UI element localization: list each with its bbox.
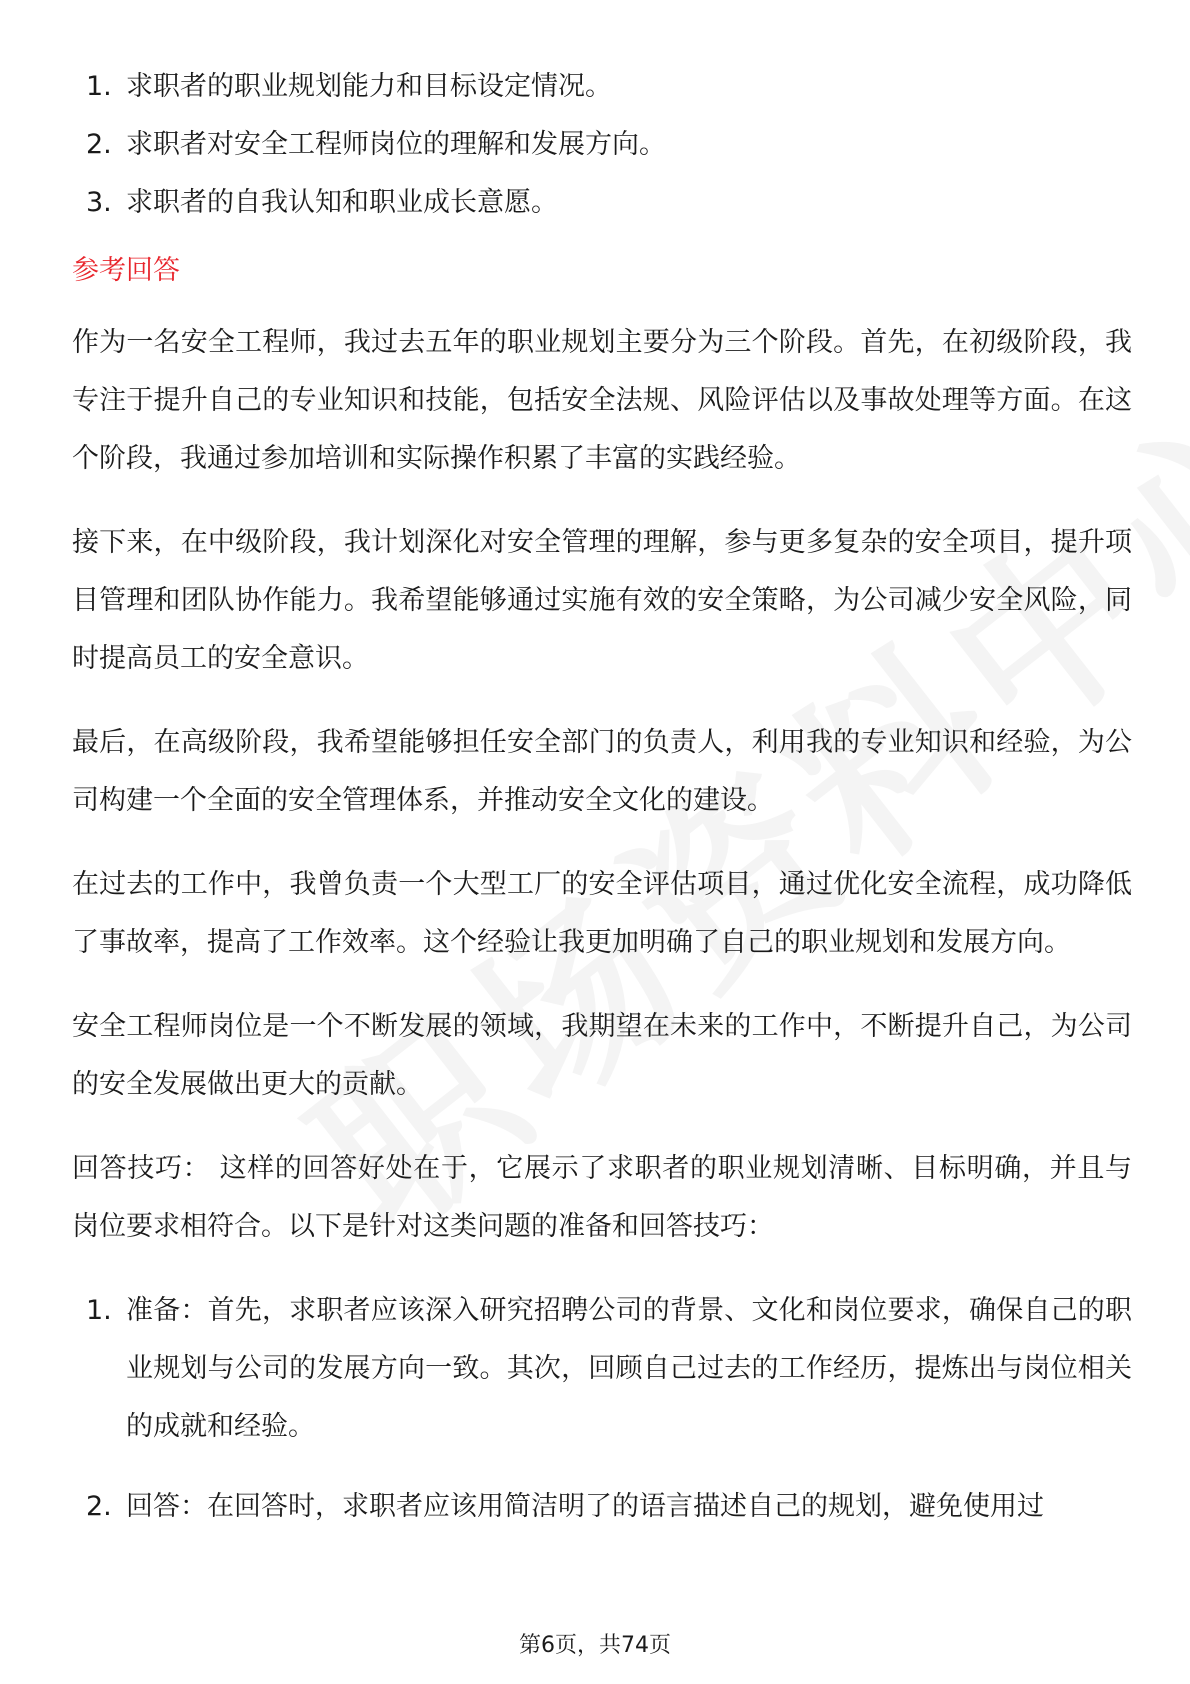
list-item bbox=[72, 1282, 1132, 1456]
intro-list bbox=[72, 58, 1132, 232]
list-item-number: 1. bbox=[86, 71, 112, 102]
page-content bbox=[72, 58, 1132, 1558]
list-item-number: 1. bbox=[86, 1295, 112, 1326]
list-item-number: 2. bbox=[86, 1491, 112, 1522]
list-item bbox=[72, 1478, 1132, 1536]
list-item-text: 准备：首先，求职者应该深入研究招聘公司的背景、文化和岗位要求，确保自己的职业规划与公司的发展方向一致。其次，回顾自己过去的工作经历，提炼出与岗位相关的成就和经验。 bbox=[126, 1295, 1132, 1442]
list-item bbox=[72, 116, 1132, 174]
tips-list bbox=[72, 1282, 1132, 1536]
paragraph: 最后，在高级阶段，我希望能够担任安全部门的负责人，利用我的专业知识和经验，为公司构建一个全面的安全管理体系，并推动安全文化的建设。 bbox=[72, 727, 1132, 816]
list-item bbox=[72, 174, 1132, 232]
paragraph: 接下来，在中级阶段，我计划深化对安全管理的理解，参与更多复杂的安全项目，提升项目管理和团队协作能力。我希望能够通过实施有效的安全策略，为公司减少安全风险，同时提高员工的安全意识。 bbox=[72, 527, 1132, 674]
page-footer: 第6页，共74页 bbox=[519, 1633, 671, 1658]
list-item-text: 求职者的职业规划能力和目标设定情况。 bbox=[126, 71, 612, 102]
paragraph: 安全工程师岗位是一个不断发展的领域，我期望在未来的工作中，不断提升自己，为公司的安全发展做出更大的贡献。 bbox=[72, 1011, 1132, 1100]
tips-intro-paragraph: 回答技巧： 这样的回答好处在于，它展示了求职者的职业规划清晰、目标明确，并且与岗位要求相符合。以下是针对这类问题的准备和回答技巧： bbox=[72, 1153, 1132, 1242]
list-item-number: 2. bbox=[86, 129, 112, 160]
section-title: 参考回答 bbox=[72, 255, 180, 286]
list-item-text: 回答：在回答时，求职者应该用简洁明了的语言描述自己的规划，避免使用过 bbox=[126, 1491, 1044, 1522]
paragraph: 在过去的工作中，我曾负责一个大型工厂的安全评估项目，通过优化安全流程，成功降低了事故率，提高了工作效率。这个经验让我更加明确了自己的职业规划和发展方向。 bbox=[72, 869, 1132, 958]
list-item bbox=[72, 58, 1132, 116]
list-item-text: 求职者对安全工程师岗位的理解和发展方向。 bbox=[126, 129, 666, 160]
list-item-number: 3. bbox=[86, 187, 112, 218]
paragraph: 作为一名安全工程师，我过去五年的职业规划主要分为三个阶段。首先，在初级阶段，我专注于提升自己的专业知识和技能，包括安全法规、风险评估以及事故处理等方面。在这个阶段，我通过参加培训和实际操作积累了丰富的实践经验。 bbox=[72, 327, 1132, 474]
list-item-text: 求职者的自我认知和职业成长意愿。 bbox=[126, 187, 558, 218]
